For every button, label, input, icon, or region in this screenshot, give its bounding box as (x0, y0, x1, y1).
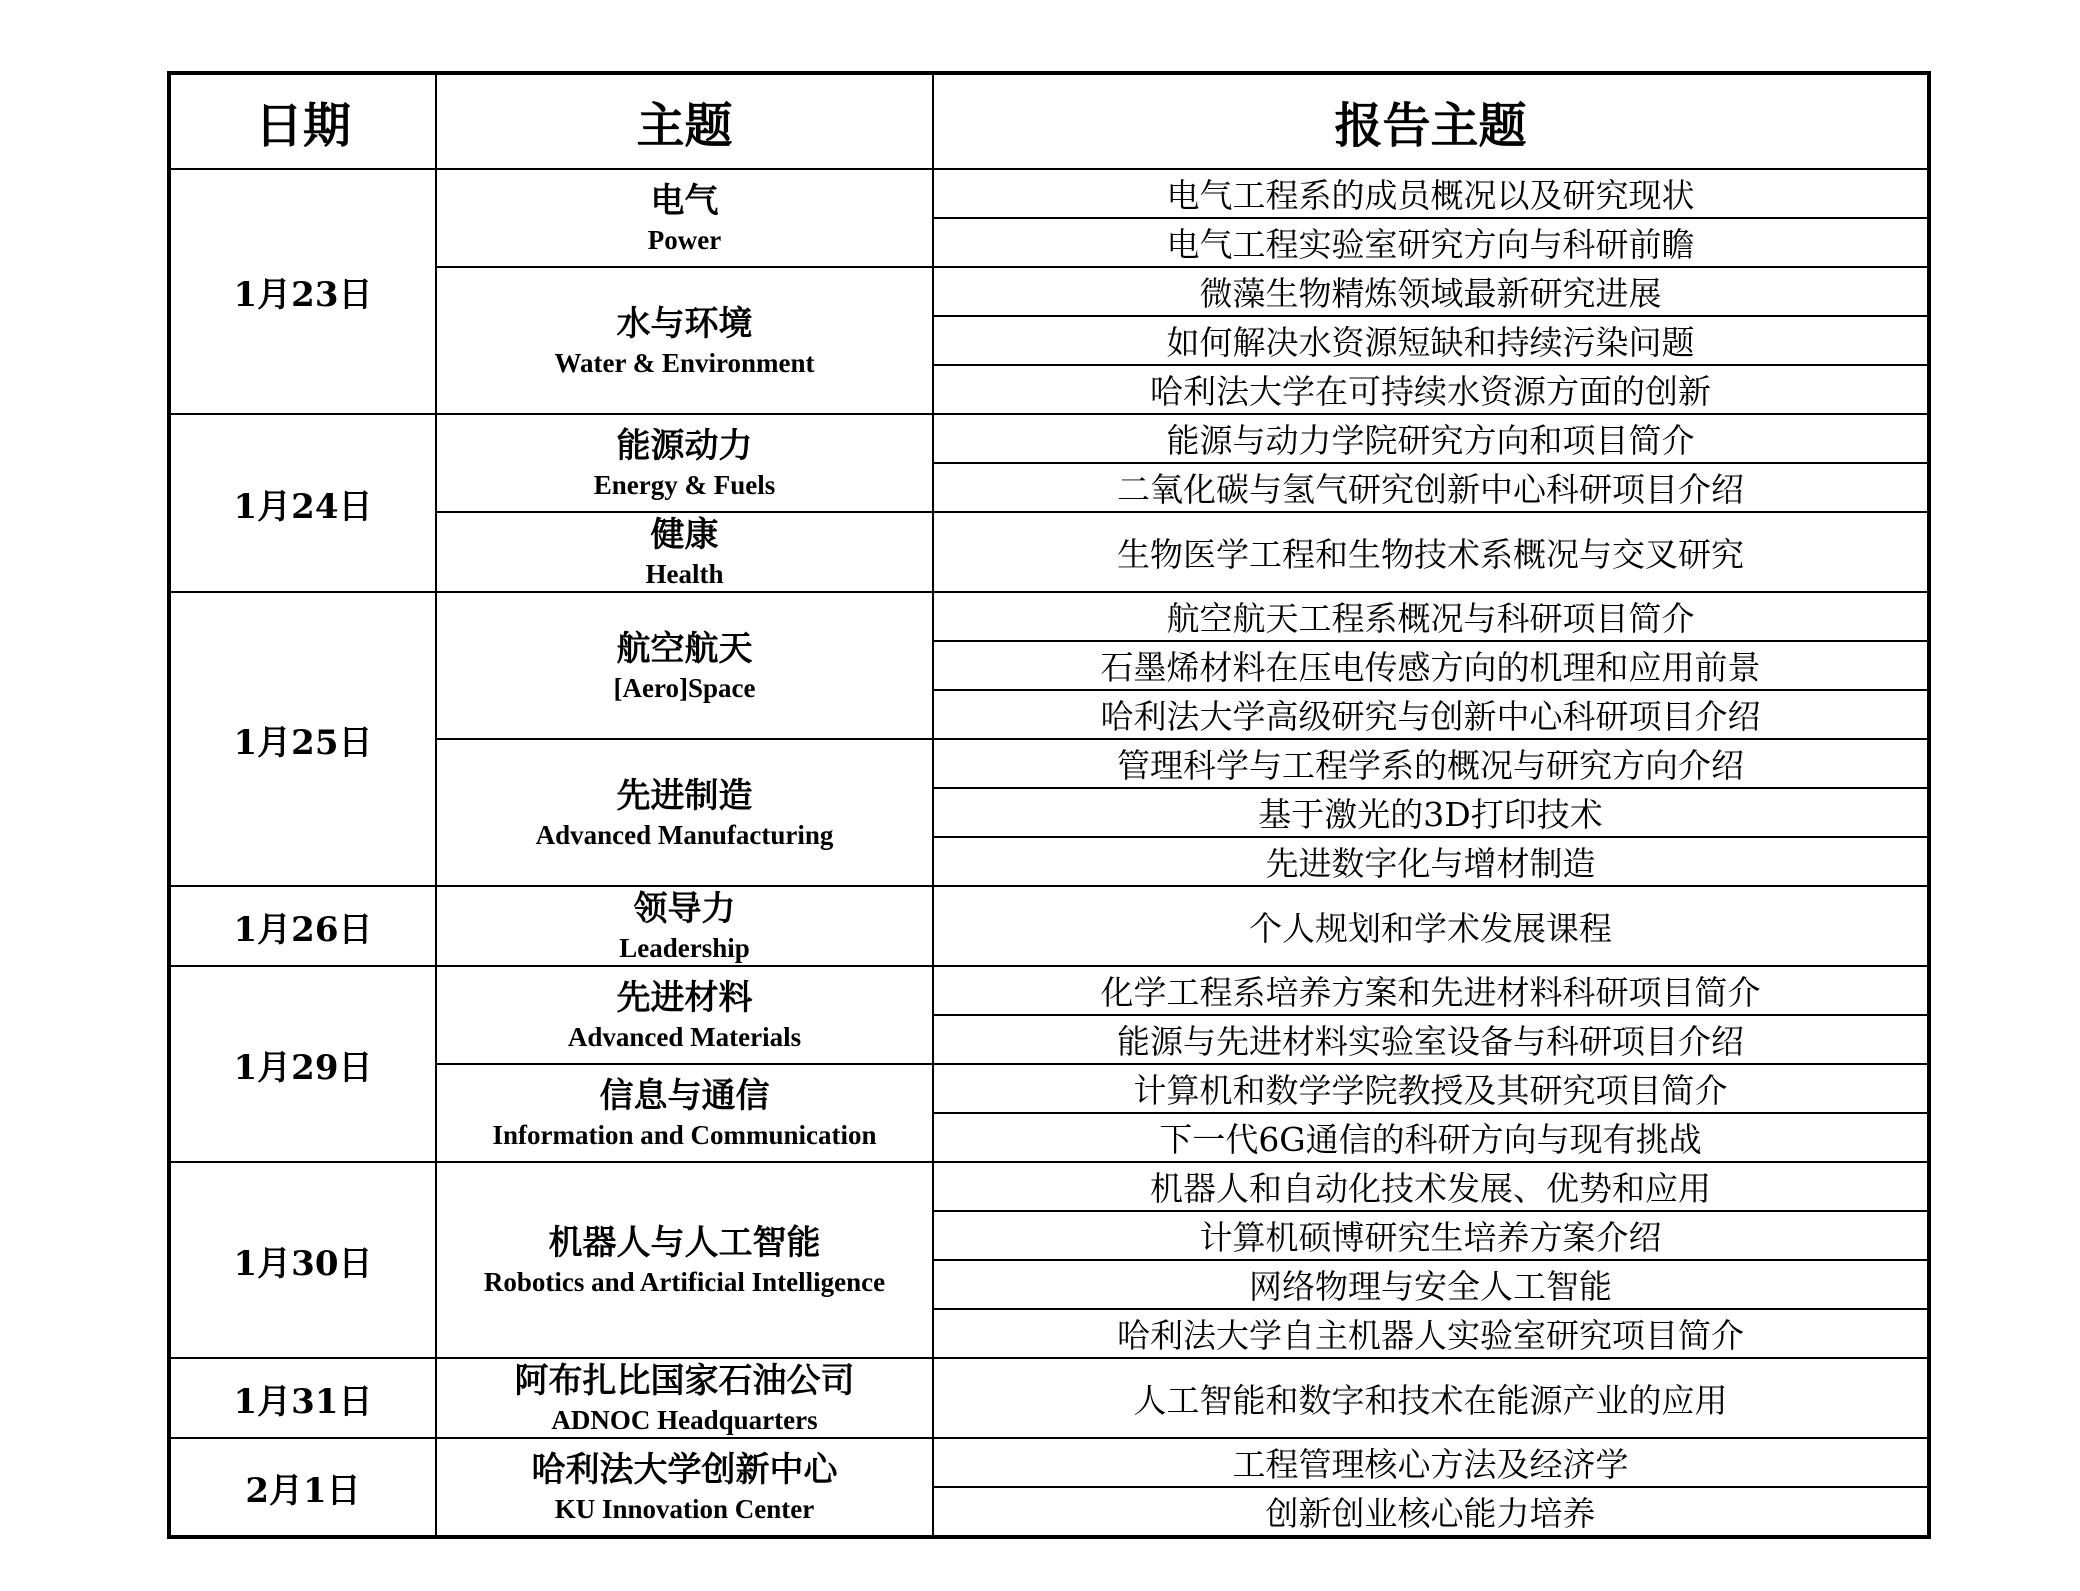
topic-cn: 阿布扎比国家石油公司 (514, 1361, 855, 1401)
topic-cell (436, 1162, 933, 1358)
report-cell: 哈利法大学在可持续水资源方面的创新 (933, 365, 1929, 414)
topic-cell (436, 414, 933, 512)
date-cell: 1月29日 (169, 966, 436, 1162)
topic-en: ADNOC Headquarters (551, 1405, 818, 1435)
table-row (169, 592, 1929, 641)
topic-en: Water & Environment (554, 347, 815, 378)
topic-en: Robotics and Artificial Intelligence (483, 1267, 886, 1297)
topic-cn: 水与环境 (616, 303, 753, 344)
report-cell: 管理科学与工程学系的概况与研究方向介绍 (933, 739, 1929, 788)
report-cell: 生物医学工程和生物技术系概况与交叉研究 (933, 512, 1929, 592)
report-cell: 个人规划和学术发展课程 (933, 886, 1929, 966)
table-row (169, 414, 1929, 463)
topic-en: Leadership (619, 933, 750, 963)
topic-en: Energy & Fuels (593, 470, 776, 500)
report-cell: 哈利法大学自主机器人实验室研究项目简介 (933, 1309, 1929, 1358)
topic-en: Power (647, 225, 722, 255)
topic-cn: 信息与通信 (599, 1076, 770, 1116)
date-cell: 1月23日 (169, 169, 436, 414)
report-cell: 网络物理与安全人工智能 (933, 1260, 1929, 1309)
report-cell: 哈利法大学高级研究与创新中心科研项目介绍 (933, 690, 1929, 739)
report-cell: 创新创业核心能力培养 (933, 1487, 1929, 1537)
header-topic: 主题 (436, 73, 933, 169)
table-row (169, 1358, 1929, 1438)
report-cell: 工程管理核心方法及经济学 (933, 1438, 1929, 1487)
topic-cell (436, 1438, 933, 1537)
report-cell: 二氧化碳与氢气研究创新中心科研项目介绍 (933, 463, 1929, 512)
topic-cn: 航空航天 (616, 628, 753, 669)
topic-cn: 先进制造 (616, 775, 753, 816)
table-row (169, 1162, 1929, 1211)
topic-cn: 领导力 (633, 889, 736, 929)
date-cell: 1月24日 (169, 414, 436, 592)
topic-cell (436, 1358, 933, 1438)
table-row (169, 886, 1929, 966)
schedule-table (167, 71, 1931, 1539)
report-cell: 石墨烯材料在压电传感方向的机理和应用前景 (933, 641, 1929, 690)
date-cell: 2月1日 (169, 1438, 436, 1537)
topic-en: Advanced Manufacturing (535, 819, 834, 850)
topic-cn: 健康 (650, 515, 719, 555)
report-cell: 机器人和自动化技术发展、优势和应用 (933, 1162, 1929, 1211)
topic-en: [Aero]Space (613, 672, 756, 703)
topic-cell (436, 169, 933, 267)
date-cell: 1月30日 (169, 1162, 436, 1358)
report-cell: 航空航天工程系概况与科研项目简介 (933, 592, 1929, 641)
topic-cn: 能源动力 (616, 426, 753, 466)
report-cell: 如何解决水资源短缺和持续污染问题 (933, 316, 1929, 365)
report-cell: 下一代6G通信的科研方向与现有挑战 (933, 1113, 1929, 1162)
header-report: 报告主题 (933, 73, 1929, 169)
report-cell: 人工智能和数字和技术在能源产业的应用 (933, 1358, 1929, 1438)
topic-cell (436, 739, 933, 886)
date-cell: 1月25日 (169, 592, 436, 886)
report-cell: 计算机硕博研究生培养方案介绍 (933, 1211, 1929, 1260)
report-cell: 电气工程实验室研究方向与科研前瞻 (933, 218, 1929, 267)
table-row (169, 966, 1929, 1015)
report-cell: 微藻生物精炼领域最新研究进展 (933, 267, 1929, 316)
topic-cn: 先进材料 (616, 978, 753, 1018)
table-row (169, 1438, 1929, 1487)
topic-cn: 电气 (650, 181, 719, 221)
date-cell: 1月31日 (169, 1358, 436, 1438)
schedule-body (169, 169, 1929, 1537)
topic-cell (436, 1064, 933, 1162)
report-cell: 能源与先进材料实验室设备与科研项目介绍 (933, 1015, 1929, 1064)
report-cell: 计算机和数学学院教授及其研究项目简介 (933, 1064, 1929, 1113)
report-cell: 先进数字化与增材制造 (933, 837, 1929, 886)
topic-cell (436, 512, 933, 592)
date-cell: 1月26日 (169, 886, 436, 966)
topic-cn: 机器人与人工智能 (548, 1223, 821, 1263)
topic-en: Information and Communication (492, 1120, 877, 1150)
topic-cell (436, 886, 933, 966)
topic-en: Advanced Materials (567, 1022, 802, 1052)
header-row (169, 73, 1929, 169)
report-cell: 化学工程系培养方案和先进材料科研项目简介 (933, 966, 1929, 1015)
topic-cell (436, 966, 933, 1064)
header-date: 日期 (169, 73, 436, 169)
topic-cn: 哈利法大学创新中心 (531, 1450, 838, 1490)
report-cell: 能源与动力学院研究方向和项目简介 (933, 414, 1929, 463)
topic-en: KU Innovation Center (554, 1494, 815, 1524)
topic-cell (436, 267, 933, 414)
topic-cell (436, 592, 933, 739)
topic-en: Health (645, 559, 724, 589)
report-cell: 电气工程系的成员概况以及研究现状 (933, 169, 1929, 218)
report-cell: 基于激光的3D打印技术 (933, 788, 1929, 837)
table-row (169, 169, 1929, 218)
